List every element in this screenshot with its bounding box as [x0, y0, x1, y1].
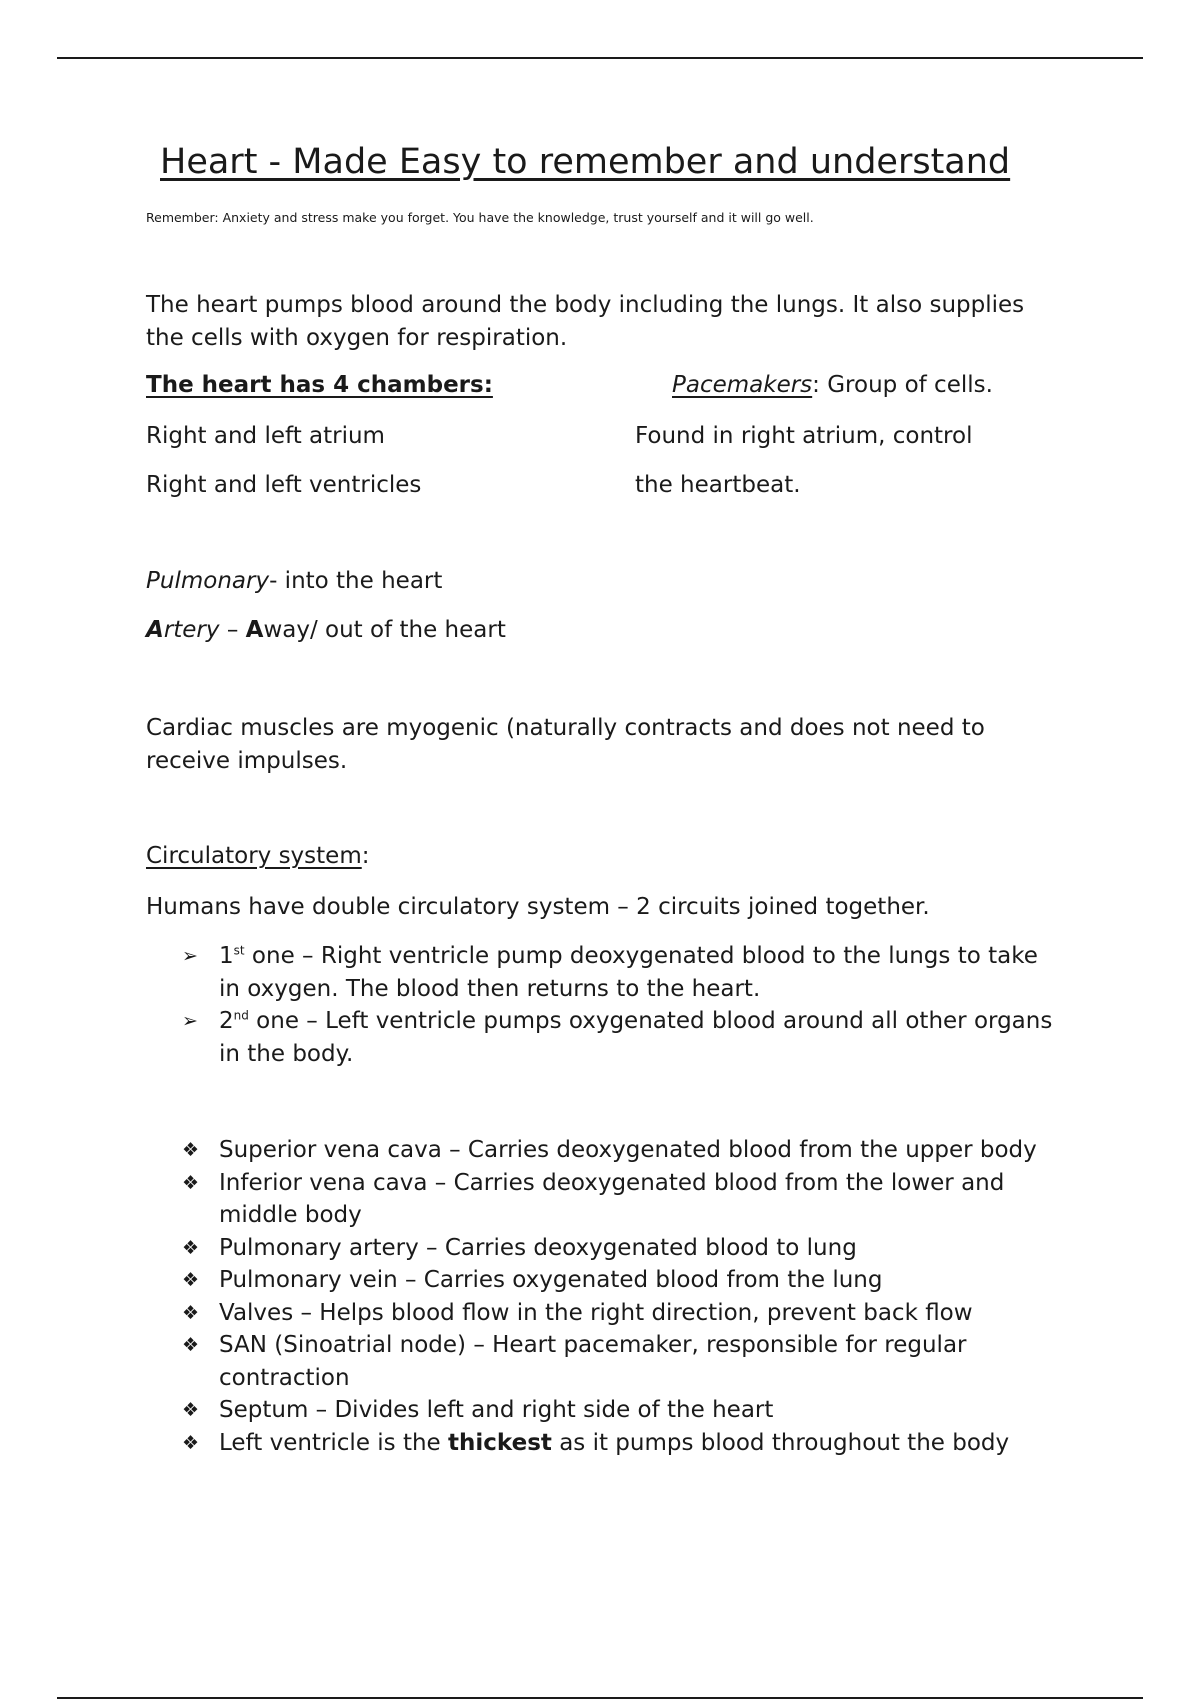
list-item: ❖ Inferior vena cava – Carries deoxygenated blood from the lower and middle body [182, 1167, 1062, 1232]
circulatory-heading [146, 843, 369, 869]
list-item: ➢ 2nd one – Left ventricle pumps oxygenated blood around all other organs in the body. [182, 1005, 1062, 1070]
list-item: ❖ Pulmonary artery – Carries deoxygenated blood to lung [182, 1232, 1062, 1265]
artery-rest: way/ out of the heart [263, 617, 506, 643]
reminder-note: Remember: Anxiety and stress make you forget. You have the knowledge, trust yourself and it will go well. [146, 210, 814, 225]
chambers-heading: The heart has 4 chambers: [146, 372, 493, 398]
list-item: ❖ SAN (Sinoatrial node) – Heart pacemaker, responsible for regular contraction [182, 1329, 1062, 1394]
diamond-bullet-icon: ❖ [182, 1431, 200, 1454]
diamond-bullet-icon: ❖ [182, 1139, 200, 1161]
artery-dash: – [219, 617, 246, 643]
diamond-bullet-icon: ❖ [182, 1399, 200, 1421]
diamond-bullet-icon: ❖ [182, 1236, 200, 1259]
diamond-bullet-icon: ❖ [182, 1171, 200, 1194]
diamond-bullet-icon: ❖ [182, 1269, 200, 1291]
arrow-bullet-icon: ➢ [182, 1010, 198, 1032]
page-title: Heart - Made Easy to remember and understand [160, 142, 1011, 182]
list-item: ➢ 1st one – Right ventricle pump deoxygenated blood to the lungs to take in oxygen. The blood then returns to the heart. [182, 940, 1062, 1005]
diamond-bullet-icon: ❖ [182, 1334, 200, 1356]
pulmonary-term: Pulmonary [146, 568, 270, 594]
chambers-line-atrium: Right and left atrium [146, 423, 385, 449]
circulatory-heading-text: Circulatory system [146, 843, 362, 869]
circulatory-heading-colon: : [361, 843, 370, 869]
artery-a-letter: A [146, 617, 164, 643]
heart-parts-list [182, 1134, 1062, 1459]
artery-term-rest: rtery [163, 617, 220, 643]
list-item: ❖ Superior vena cava – Carries deoxygenated blood from the upper body [182, 1134, 1062, 1167]
pacemakers-term: Pacemakers [672, 372, 813, 398]
chambers-line-ventricles: Right and left ventricles [146, 472, 422, 498]
diamond-bullet-icon: ❖ [182, 1301, 200, 1324]
cardiac-paragraph: Cardiac muscles are myogenic (naturally contracts and does not need to receive impulses. [146, 715, 985, 774]
list-item: ❖ Left ventricle is the thickest as it pumps blood throughout the body [182, 1427, 1062, 1460]
top-rule [57, 57, 1143, 59]
pacemakers-line-1: Found in right atrium, control [635, 423, 973, 449]
arrow-bullet-icon: ➢ [182, 945, 198, 967]
circulatory-intro: Humans have double circulatory system – 2 circuits joined together. [146, 894, 930, 920]
bottom-rule [57, 1697, 1143, 1699]
pulmonary-definition [146, 568, 442, 594]
list-item: ❖ Pulmonary vein – Carries oxygenated blood from the lung [182, 1264, 1062, 1297]
list-item: ❖ Valves – Helps blood flow in the right direction, prevent back flow [182, 1297, 1062, 1330]
list-item: ❖ Septum – Divides left and right side of the heart [182, 1394, 1062, 1427]
pulmonary-rest: - into the heart [269, 568, 443, 594]
pacemakers-heading-rest: : Group of cells. [812, 372, 993, 398]
away-a-letter: A [245, 617, 264, 643]
pacemakers-heading [672, 372, 993, 398]
artery-definition [146, 617, 506, 643]
circuits-list [182, 940, 1062, 1070]
pacemakers-line-2: the heartbeat. [635, 472, 801, 498]
intro-paragraph: The heart pumps blood around the body including the lungs. It also supplies the cells with oxygen for respiration. [146, 292, 1025, 351]
